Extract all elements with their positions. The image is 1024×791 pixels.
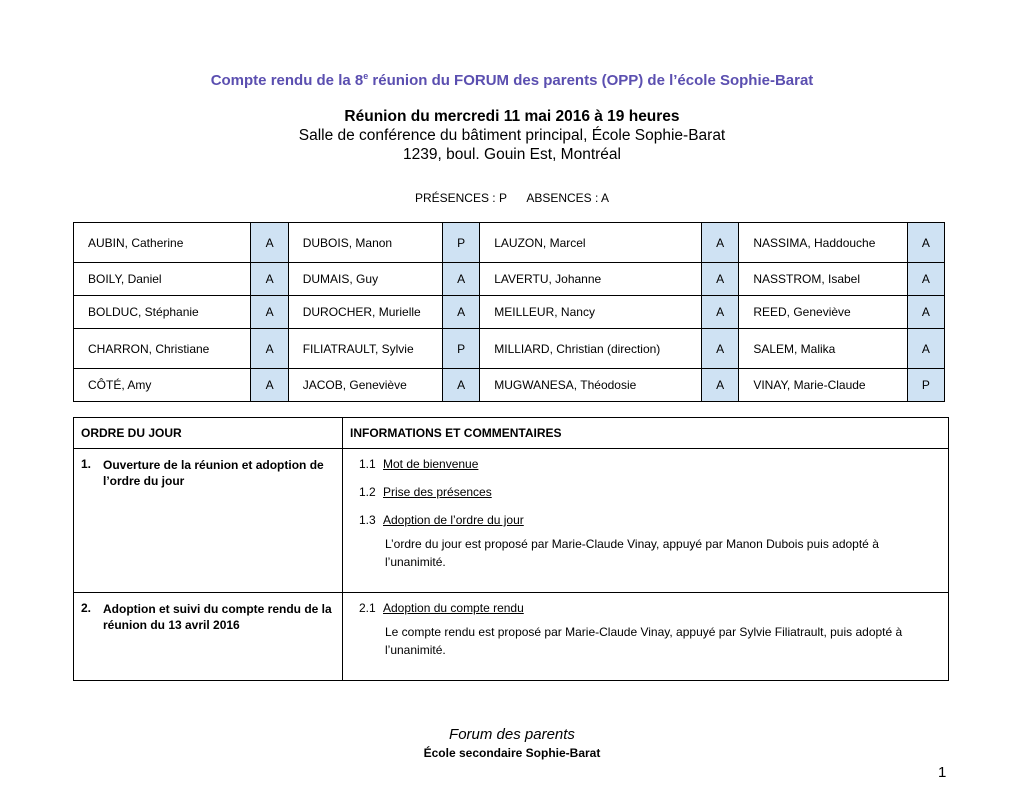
member-status: A (907, 296, 944, 329)
attendance-row (74, 263, 945, 296)
agenda-item-title: Ouverture de la réunion et adoption de l’ordre du jour (103, 458, 324, 488)
footer-forum: Forum des parents (449, 726, 575, 743)
document-title: Compte rendu de la 8e réunion du FORUM des parents (OPP) de l’école Sophie-Barat (210, 71, 814, 89)
sub-item: 2.1 Adoption du compte rendu (359, 601, 524, 615)
member-status: A (251, 296, 288, 329)
legend-absent: ABSENCES : A (526, 191, 610, 205)
member-status: A (907, 263, 944, 296)
agenda-item (74, 593, 343, 681)
member-status: A (442, 263, 479, 296)
sub-item: 1.1 Mot de bienvenue (359, 457, 479, 471)
member-name: SALEM, Malika (739, 329, 907, 369)
member-name: AUBIN, Catherine (74, 223, 251, 263)
agenda-table (73, 417, 949, 681)
sub-item: 1.3 Adoption de l’ordre du jour (359, 513, 524, 527)
member-status: A (442, 296, 479, 329)
agenda-col-header: ORDRE DU JOUR (74, 418, 343, 449)
member-name: MUGWANESA, Théodosie (480, 369, 702, 402)
page-number: 1 (938, 764, 947, 781)
member-status: P (442, 223, 479, 263)
meeting-date: Réunion du mercredi 11 mai 2016 à 19 heures (344, 108, 680, 125)
meeting-info (0, 107, 1024, 164)
member-status: A (251, 369, 288, 402)
agenda-info (343, 449, 949, 593)
info-col-header: INFORMATIONS ET COMMENTAIRES (343, 418, 949, 449)
item-comment: L’ordre du jour est proposé par Marie-Claude Vinay, appuyé par Manon Dubois puis adopté à l’unanimité. (385, 537, 879, 569)
member-name: REED, Geneviève (739, 296, 907, 329)
member-status: A (251, 223, 288, 263)
member-status: A (442, 369, 479, 402)
member-name: CHARRON, Christiane (74, 329, 251, 369)
sub-item: 1.2 Prise des présences (359, 485, 492, 499)
member-name: MEILLEUR, Nancy (480, 296, 702, 329)
attendance-table (73, 222, 945, 402)
member-name: CÔTÉ, Amy (74, 369, 251, 402)
agenda-info (343, 593, 949, 681)
attendance-legend (0, 191, 1024, 205)
member-status: A (702, 223, 739, 263)
attendance-row (74, 329, 945, 369)
member-name: DUMAIS, Guy (288, 263, 442, 296)
member-name: DUROCHER, Murielle (288, 296, 442, 329)
member-name: JACOB, Geneviève (288, 369, 442, 402)
member-status: A (702, 296, 739, 329)
member-name: DUBOIS, Manon (288, 223, 442, 263)
member-status: A (251, 329, 288, 369)
agenda-row (74, 449, 949, 593)
member-status: A (251, 263, 288, 296)
member-name: LAUZON, Marcel (480, 223, 702, 263)
member-status: A (702, 263, 739, 296)
member-status: P (442, 329, 479, 369)
item-comment: Le compte rendu est proposé par Marie-Claude Vinay, appuyé par Sylvie Filiatrault, puis adopté à l’unanimité. (385, 625, 903, 657)
meeting-place: Salle de conférence du bâtiment principal, École Sophie-Barat (298, 127, 726, 144)
member-status: A (702, 369, 739, 402)
member-name: NASSIMA, Haddouche (739, 223, 907, 263)
member-status: P (907, 369, 944, 402)
member-name: LAVERTU, Johanne (480, 263, 702, 296)
agenda-item-number: 1. (81, 457, 92, 471)
member-name: BOLDUC, Stéphanie (74, 296, 251, 329)
member-status: A (907, 329, 944, 369)
member-name: NASSTROM, Isabel (739, 263, 907, 296)
member-name: MILLIARD, Christian (direction) (480, 329, 702, 369)
attendance-row (74, 296, 945, 329)
member-status: A (702, 329, 739, 369)
attendance-row (74, 223, 945, 263)
attendance-row (74, 369, 945, 402)
member-status: A (907, 223, 944, 263)
member-name: BOILY, Daniel (74, 263, 251, 296)
agenda-header-row (74, 418, 949, 449)
agenda-row (74, 593, 949, 681)
agenda-item-title: Adoption et suivi du compte rendu de la réunion du 13 avril 2016 (103, 602, 332, 632)
agenda-item (74, 449, 343, 593)
legend-present: PRÉSENCES : P (414, 191, 507, 205)
agenda-item-number: 2. (81, 601, 92, 615)
footer-school: École secondaire Sophie-Barat (423, 746, 601, 760)
member-name: FILIATRAULT, Sylvie (288, 329, 442, 369)
meeting-address: 1239, boul. Gouin Est, Montréal (403, 146, 621, 163)
member-name: VINAY, Marie-Claude (739, 369, 907, 402)
